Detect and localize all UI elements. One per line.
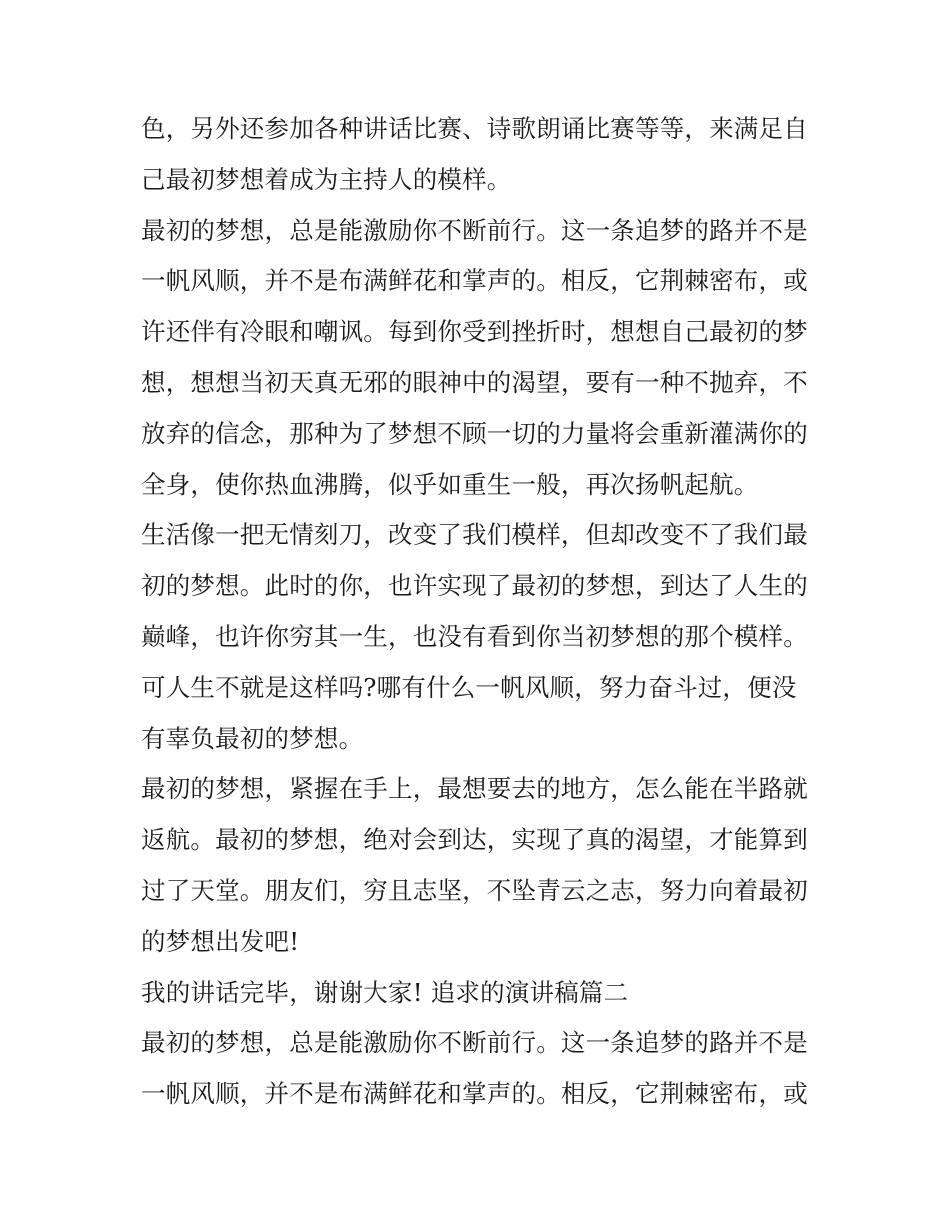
text-line: 一帆风顺，并不是布满鲜花和掌声的。相反，它荆棘密布，或 [141, 1079, 808, 1109]
text-line: 可人生不就是这样吗?哪有什么一帆风顺，努力奋斗过，便没 [141, 672, 797, 702]
section-title-line: 我的讲话完毕，谢谢大家! 追求的演讲稿篇二 [141, 977, 629, 1007]
text-line: 的梦想出发吧! [141, 926, 300, 956]
text-line: 返航。最初的梦想，绝对会到达，实现了真的渴望，才能算到 [141, 825, 808, 855]
text-line: 放弃的信念，那种为了梦想不顾一切的力量将会重新灌满你的 [141, 418, 808, 448]
text-line: 一帆风顺，并不是布满鲜花和掌声的。相反，它荆棘密布，或 [141, 266, 808, 296]
text-line: 最初的梦想，总是能激励你不断前行。这一条追梦的路并不是 [141, 215, 808, 245]
text-line: 生活像一把无情刻刀，改变了我们模样，但却改变不了我们最 [141, 520, 808, 550]
text-line: 全身，使你热血沸腾，似乎如重生一般，再次扬帆起航。 [141, 469, 759, 499]
text-line: 色，另外还参加各种讲话比赛、诗歌朗诵比赛等等，来满足自 [141, 114, 808, 143]
text-line: 最初的梦想，总是能激励你不断前行。这一条追梦的路并不是 [141, 1028, 808, 1058]
text-line: 最初的梦想，紧握在手上，最想要去的地方，怎么能在半路就 [141, 774, 808, 804]
text-line: 巅峰，也许你穷其一生，也没有看到你当初梦想的那个模样。 [141, 621, 808, 651]
text-line: 许还伴有冷眼和嘲讽。每到你受到挫折时，想想自己最初的梦 [141, 317, 808, 347]
text-line: 想，想想当初天真无邪的眼神中的渴望，要有一种不抛弃，不 [141, 367, 808, 397]
document-body [141, 104, 821, 1120]
text-line: 有辜负最初的梦想。 [141, 723, 364, 753]
text-line: 己最初梦想着成为主持人的模样。 [141, 164, 512, 194]
text-line: 过了天堂。朋友们，穷且志坚，不坠青云之志，努力向着最初 [141, 875, 808, 905]
text-line: 初的梦想。此时的你，也许实现了最初的梦想，到达了人生的 [141, 571, 808, 601]
